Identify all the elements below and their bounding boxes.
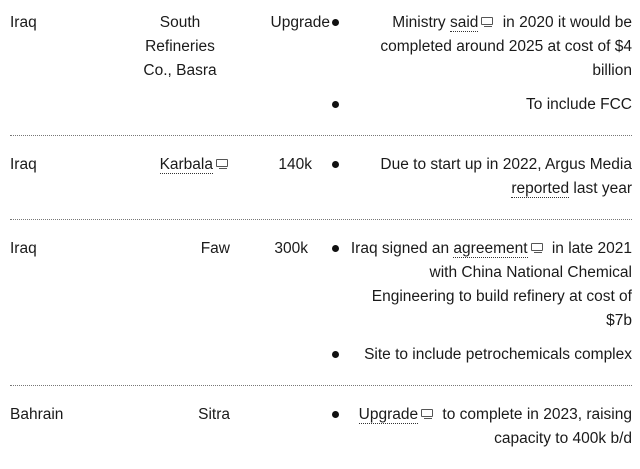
note-text: Ministry <box>392 14 450 31</box>
capacity-cell: Upgrade <box>270 14 330 31</box>
source-link[interactable]: said <box>449 14 479 31</box>
country-cell: Iraq <box>10 14 37 31</box>
table-row <box>10 385 632 469</box>
note-item <box>330 403 632 451</box>
external-link-icon <box>216 159 230 170</box>
country-cell: Iraq <box>10 156 37 173</box>
refinery-cell <box>120 153 230 177</box>
refinery-cell: Faw <box>200 240 230 257</box>
note-item <box>330 343 632 367</box>
refinery-table <box>10 11 632 469</box>
external-link-icon <box>421 409 435 420</box>
bullet-icon <box>330 237 346 261</box>
note-item <box>330 153 632 201</box>
notes-cell <box>330 153 632 201</box>
refinery-link[interactable]: Karbala <box>159 156 213 173</box>
notes-cell <box>330 11 632 117</box>
note-item <box>330 11 632 83</box>
capacity-cell: 300k <box>274 240 308 257</box>
note-text: last year <box>569 180 632 197</box>
external-link-icon <box>531 243 545 254</box>
country-cell: Iraq <box>10 240 37 257</box>
table-row <box>10 11 632 135</box>
capacity-cell: 140k <box>278 156 312 173</box>
refinery-cell: Sitra <box>198 406 230 423</box>
source-link[interactable]: Upgrade <box>358 406 419 423</box>
note-text: Site to include petrochemicals complex <box>364 346 632 363</box>
external-link-icon <box>481 17 495 28</box>
note-item <box>330 93 632 117</box>
bullet-icon <box>330 11 350 35</box>
table-row <box>10 135 632 219</box>
bullet-icon <box>330 403 350 427</box>
note-text: Due to start up in 2022, Argus Media <box>380 156 632 173</box>
note-text: Iraq signed an <box>350 240 454 257</box>
note-text: in 2020 it would be completed around 2025 at cost of $4 billion <box>380 14 632 79</box>
bullet-icon <box>330 153 350 177</box>
refinery-name: South Refineries Co., Basra <box>143 14 217 79</box>
notes-cell <box>330 237 632 367</box>
note-text: to complete in 2023, raising capacity to 400k b/d <box>438 406 632 447</box>
notes-cell <box>330 403 632 451</box>
bullet-icon <box>330 343 350 367</box>
note-item <box>330 237 632 333</box>
bullet-icon <box>330 93 350 117</box>
refinery-cell <box>120 11 230 83</box>
note-text: To include FCC <box>526 96 632 113</box>
source-link[interactable]: agreement <box>453 240 528 257</box>
source-link[interactable]: reported <box>511 180 570 197</box>
note-text: in late 2021 with China National Chemical Engineering to build refinery at cost of $7b <box>371 240 632 329</box>
country-cell: Bahrain <box>10 406 64 423</box>
table-row <box>10 219 632 385</box>
